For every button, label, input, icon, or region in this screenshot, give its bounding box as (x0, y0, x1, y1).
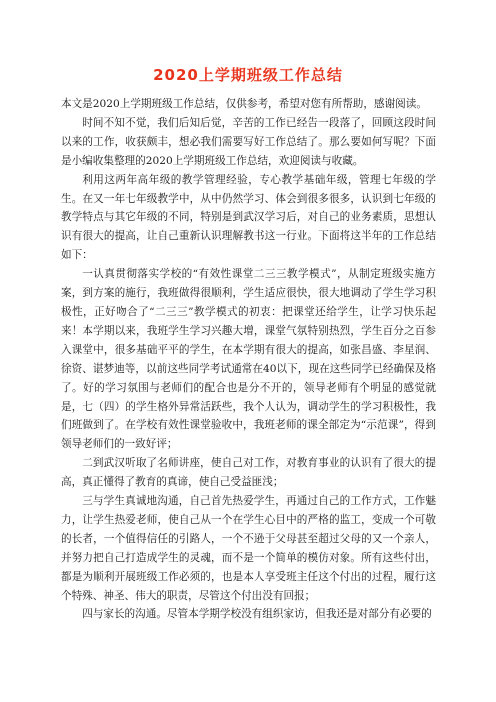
paragraph-point-two: 二到武汉听取了名师讲座，使自己对工作，对教育事业的认识有了很大的提高，真正懂得了教育的真谛，使自己受益匪浅； (61, 457, 436, 489)
document-body (61, 95, 436, 624)
paragraph-experience: 利用这两年高年级的教学管理经验，专心教学基础年级，管理七年级的学生。在又一年七年级教学中，从中仍然学习、体会到很多很多，认识到七年级的教学特点与其它年级的不同，特别是到武汉学习后，对自己的业务素质，思想认识有很大的提高，让自己重新认识理解教书这一行业。下面将这半年的工作总结如下： (61, 173, 436, 262)
paragraph-point-four: 四与家长的沟通。尽管本学期学校没有组织家访，但我还是对部分有必要的 (82, 608, 432, 621)
paragraph-point-one: 一认真贯彻落实学校的“有效性课堂二三三教学模式”，从制定班级实施方案，到方案的施行，我班做得很顺利，学生适应很快，很大地调动了学生学习积极性，正好吻合了“二三三”教学模式的初衷：把课堂还给学生，让学习快乐起来！本学期以来，我班学生学习兴趣大增，课堂气氛特别热烈，学生百分之百参入课堂中，很多基础平平的学生，在本学期有很大的提高，如张昌盛、李星润、徐资、谌梦迪等，以前这些同学考试通常在40以下，现在这些同学已经确保及格了。好的学习氛围与老师们的配合也是分不开的，领导老师有个明显的感觉就是，七（四）的学生格外异常活跃些，我个人认为，调动学生的学习积极性，我们班做到了。在学校有效性课堂验收中，我班老师的课全部定为“示范课”，得到领导老师们的一致好评； (61, 268, 436, 451)
document-title: 2020上学期班级工作总结 (153, 66, 343, 84)
paragraph-intro: 本文是2020上学期班级工作总结，仅供参考，希望对您有所帮助，感谢阅读。 (61, 98, 427, 110)
paragraph-opening: 时间不知不觉，我们后知后觉，辛苦的工作已经告一段落了，回顾这段时间以来的工作，收获颇丰，想必我们需要写好工作总结了。那么要如何写呢？下面是小编收集整理的2020上学期班级工作总结，欢迎阅读与收藏。 (61, 116, 436, 167)
paragraph-point-three: 三与学生真诚地沟通，自己首先热爱学生，再通过自己的工作方式，工作魅力，让学生热爱老师，使自己从一个在学生心目中的严格的监工，变成一个可敬的长者，一个值得信任的引路人，一个不逊于父母甚至超过父母的又一个亲人，并努力把自己打造成学生的灵魂，而不是一个简单的模仿对象。所有这些付出，都是为顺利开展班级工作必须的，也是本人享受班主任这个付出的过程，履行这个特殊、神圣、伟大的职责，尽管这个付出没有回报； (61, 495, 436, 602)
